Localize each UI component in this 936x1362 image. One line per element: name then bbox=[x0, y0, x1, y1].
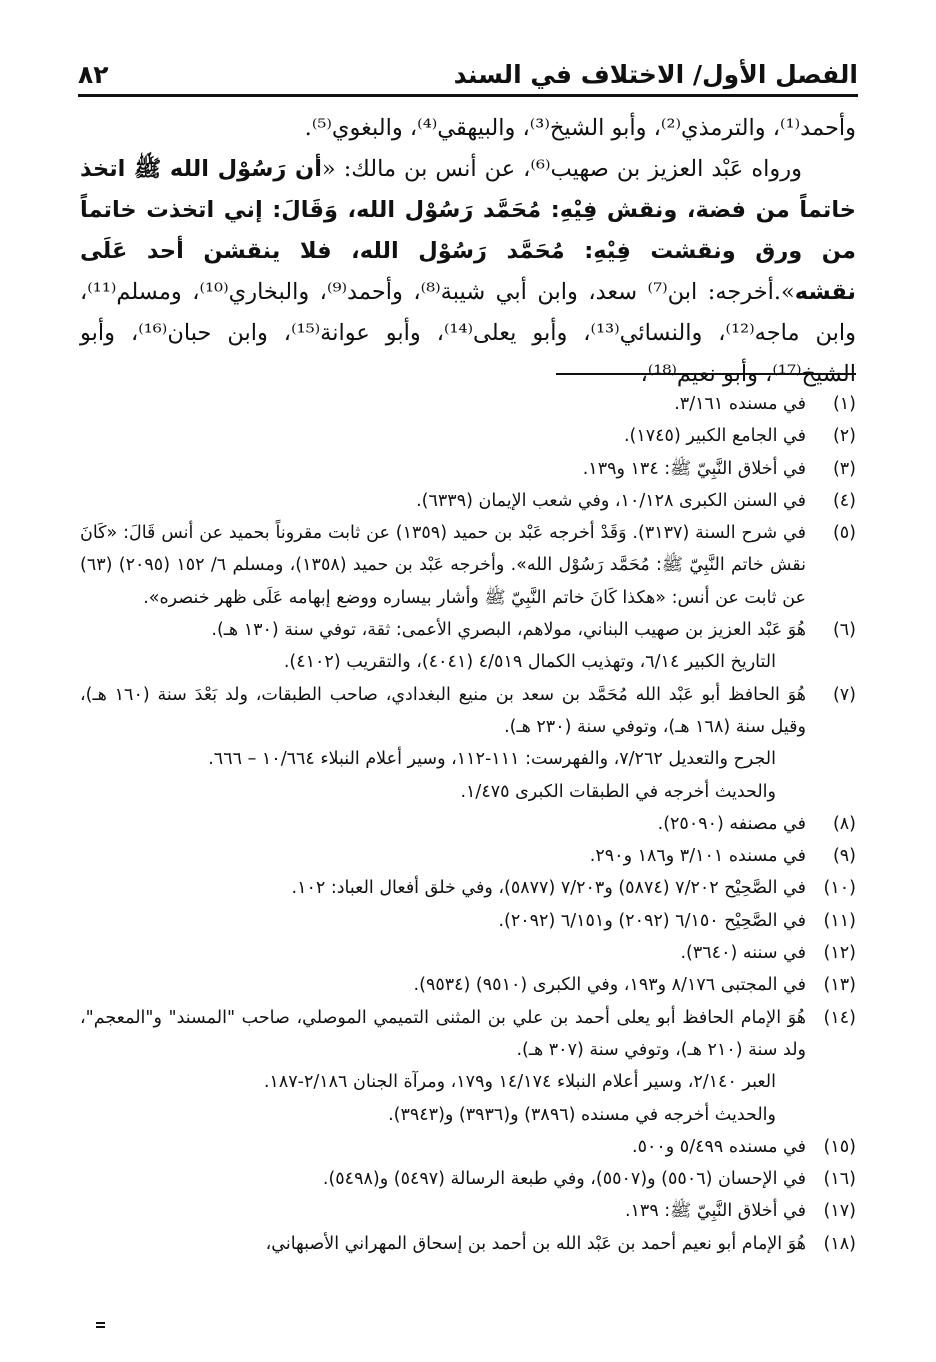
footnote-number: (١١) bbox=[823, 910, 856, 931]
footnote-line: في المجتبى ٨/١٧٦ و١٩٣، وفي الكبرى (٩٥١٠) (٩٥٣٤). bbox=[413, 975, 806, 996]
footnote-line: في الجامع الكبير (١٧٤٥). bbox=[623, 426, 806, 447]
footnote-line: في الصَّحِيْح ٦/١٥٠ (٢٠٩٢) و٦/١٥١ (٢٠٩٢). bbox=[498, 910, 806, 931]
footnote-text bbox=[80, 614, 806, 679]
footnote-line: في مسنده ٣/١٠١ و١٨٦ و٢٩٠. bbox=[589, 846, 806, 867]
footnote-number: (٤) bbox=[832, 490, 856, 511]
footnote-text bbox=[80, 420, 806, 452]
footnote-text bbox=[80, 905, 806, 937]
footnote-line: في مسنده ٥/٤٩٩ و٥٠٠. bbox=[632, 1136, 806, 1157]
footnote-number: (١٨) bbox=[823, 1233, 856, 1254]
footnote bbox=[80, 1163, 856, 1195]
footnote bbox=[80, 614, 856, 679]
footnote-text bbox=[80, 872, 806, 904]
footnote-text bbox=[80, 517, 806, 614]
footnote-text bbox=[80, 808, 806, 840]
footnote-number: (٩) bbox=[832, 846, 856, 867]
footnote bbox=[80, 1131, 856, 1163]
footnote bbox=[80, 905, 856, 937]
footnote bbox=[80, 517, 856, 614]
footnote-line: هُوَ عَبْد العزيز بن صهيب البناني، مولاهم، البصري الأعمى: ثقة، توفي سنة (١٣٠ هـ). bbox=[211, 620, 806, 641]
footnote-number: (٨) bbox=[832, 813, 856, 834]
hadith-text: أن رَسُوْل الله ﷺ اتخذ خاتماً من فضة، ونقش فِيْهِ: مُحَمَّد رَسُوْل الله، وَقَالَ: إني اتخذت خاتماً من ورق ونقشت فِيْهِ: مُحَمَّد رَسُوْل الله، فلا ينقشن أحد عَلَى نقشه bbox=[80, 156, 856, 305]
footnote bbox=[80, 420, 856, 452]
paragraph-2-intro: ورواه عَبْد العزيز بن صهيب⁽⁶⁾، عن أنس بن مالك: « bbox=[321, 156, 802, 182]
footnote-text bbox=[80, 1163, 806, 1195]
footnote bbox=[80, 388, 856, 420]
main-text bbox=[80, 108, 856, 395]
chapter-title: الفصل الأول/ الاختلاف في السند bbox=[453, 59, 858, 89]
footnote bbox=[80, 808, 856, 840]
footnote-line: هُوَ الإمام الحافظ أبو يعلى أحمد بن علي بن المثنى التميمي الموصلي، صاحب "المسند" و"المعجم"، ولد سنة (٢١٠ هـ)، وتوفي سنة (٣٠٧ هـ). bbox=[80, 1007, 806, 1060]
footnote-text bbox=[80, 485, 806, 517]
footnote-line: هُوَ الحافظ أبو عَبْد الله مُحَمَّد بن سعد بن منيع البغدادي، صاحب الطبقات، ولد بَعْدَ سنة (١٦٠ هـ)، وقيل سنة (١٦٨ هـ)، وتوفي سنة (٢٣٠ هـ). bbox=[80, 684, 806, 737]
footnote bbox=[80, 969, 856, 1001]
paragraph-2 bbox=[80, 149, 856, 395]
footnote-number: (١٤) bbox=[823, 1007, 856, 1028]
footnote-line: في مسنده ٣/١٦١. bbox=[674, 394, 806, 414]
footnote-number: (١٧) bbox=[823, 1201, 856, 1222]
page-number: ٨٢ bbox=[78, 59, 109, 89]
footnote-number: (٥) bbox=[832, 523, 856, 544]
footnote-line: والحديث أخرجه في مسنده (٣٨٩٦) و(٣٩٣٦) و(٣٩٤٣). bbox=[388, 1104, 776, 1125]
footnote-number: (٦) bbox=[832, 620, 856, 641]
footnotes bbox=[80, 388, 856, 1260]
footnote-line: في أخلاق النَّبِيّ ﷺ: ١٣٩. bbox=[624, 1201, 806, 1222]
paragraph-1: وأحمد⁽¹⁾، والترمذي⁽²⁾، وأبو الشيخ⁽³⁾، والبيهقي⁽⁴⁾، والبغوي⁽⁵⁾. bbox=[304, 115, 856, 141]
footnote-line: في سننه (٣٦٤٠). bbox=[680, 943, 806, 964]
footnote-text bbox=[80, 1195, 806, 1227]
footnote-text bbox=[80, 1002, 806, 1131]
footnote-number: (١٢) bbox=[823, 943, 856, 964]
footnote bbox=[80, 453, 856, 485]
footnote-line: التاريخ الكبير ٦/١٤، وتهذيب الكمال ٤/٥١٩ (٤٠٤١)، والتقريب (٤١٠٢). bbox=[283, 652, 776, 673]
footnote-line: الجرح والتعديل ٧/٢٦٢، والفهرست: ١١١-١١٢، وسير أعلام النبلاء ١٠/٦٦٤ – ٦٦٦. bbox=[208, 749, 776, 770]
footnote-text bbox=[80, 937, 806, 969]
footnote bbox=[80, 485, 856, 517]
footnote-line: في السنن الكبرى ١٠/١٢٨، وفي شعب الإيمان (٦٣٣٩). bbox=[416, 490, 806, 511]
footnote-line: في الإحسان (٥٥٠٦) و(٥٥٠٧)، وفي طبعة الرسالة (٥٤٩٧) و(٥٤٩٨). bbox=[322, 1169, 806, 1190]
footnote-text bbox=[80, 453, 806, 485]
continuation-mark bbox=[96, 1322, 105, 1324]
footnote-line: والحديث أخرجه في الطبقات الكبرى ١/٤٧٥. bbox=[460, 781, 776, 802]
footnote bbox=[80, 937, 856, 969]
footnote-number: (١٣) bbox=[823, 975, 856, 996]
footnote-number: (٣) bbox=[832, 458, 856, 479]
footnote-text bbox=[80, 679, 806, 808]
footnote-text bbox=[80, 1228, 806, 1260]
footnote-line: في مصنفه (٢٥٠٩٠). bbox=[657, 813, 806, 834]
footnote-text bbox=[80, 840, 806, 872]
footnote-text bbox=[80, 1131, 806, 1163]
footnote-number: (١) bbox=[832, 394, 856, 414]
footnote-number: (١٦) bbox=[823, 1169, 856, 1190]
page-header bbox=[78, 54, 858, 97]
footnote-number: (٢) bbox=[832, 426, 856, 447]
footnote bbox=[80, 840, 856, 872]
footnote-line: في شرح السنة (٣١٣٧). وَقَدْ أخرجه عَبْد بن حميد (١٣٥٩) عن ثابت مقروناً بحميد عن أنس قَالَ: «كَانَ نقش خاتم النَّبِيّ ﷺ: مُحَمَّد رَسُوْل الله». وأخرجه عَبْد بن حميد (١٣٥٨)، ومسلم ٦/ ١٥٢ (٢٠٩٥) (٦٣) عن ثابت عن أنس: «هكذا كَانَ خاتم النَّبِيّ ﷺ وأشار بيساره ووضع إبهامه عَلَى ظهر خنصره». bbox=[80, 523, 806, 608]
footnote-line: في أخلاق النَّبِيّ ﷺ: ١٣٤ و١٣٩. bbox=[582, 458, 806, 479]
footnote-line: في الصَّحِيْح ٧/٢٠٢ (٥٨٧٤) و٧/٢٠٣ (٥٨٧٧)، وفي خلق أفعال العباد: ١٠٢. bbox=[291, 878, 806, 899]
footnote-number: (١٥) bbox=[823, 1136, 856, 1157]
footnote bbox=[80, 1002, 856, 1131]
footnote bbox=[80, 1228, 856, 1260]
footnote bbox=[80, 1195, 856, 1227]
footnote-text bbox=[80, 388, 806, 420]
footnote-number: (١٠) bbox=[823, 878, 856, 899]
footnote-line: هُوَ الإمام أبو نعيم أحمد بن عَبْد الله بن أحمد بن إسحاق المهراني الأصبهاني، bbox=[265, 1233, 806, 1254]
paragraph-2-rest: ».أخرجه: ابن⁽⁷⁾ سعد، وابن أبي شيبة⁽⁸⁾، وأحمد⁽⁹⁾، والبخاري⁽¹⁰⁾، ومسلم⁽¹¹⁾، وابن ماجه⁽¹²⁾، والنسائي⁽¹³⁾، وأبو يعلى⁽¹⁴⁾، وأبو عوانة⁽¹⁵⁾، وابن حبان⁽¹⁶⁾، وأبو الشيخ⁽¹⁷⁾، وأبو نعيم⁽¹⁸⁾، bbox=[80, 279, 856, 387]
footnote-text bbox=[80, 969, 806, 1001]
footnote bbox=[80, 679, 856, 808]
footnote-separator bbox=[556, 373, 856, 375]
footnote-number: (٧) bbox=[832, 684, 856, 705]
footnote-line: العبر ٢/١٤٠، وسير أعلام النبلاء ١٤/١٧٤ و١٧٩، ومرآة الجنان ٢/١٨٦-١٨٧. bbox=[263, 1072, 776, 1093]
footnote bbox=[80, 872, 856, 904]
